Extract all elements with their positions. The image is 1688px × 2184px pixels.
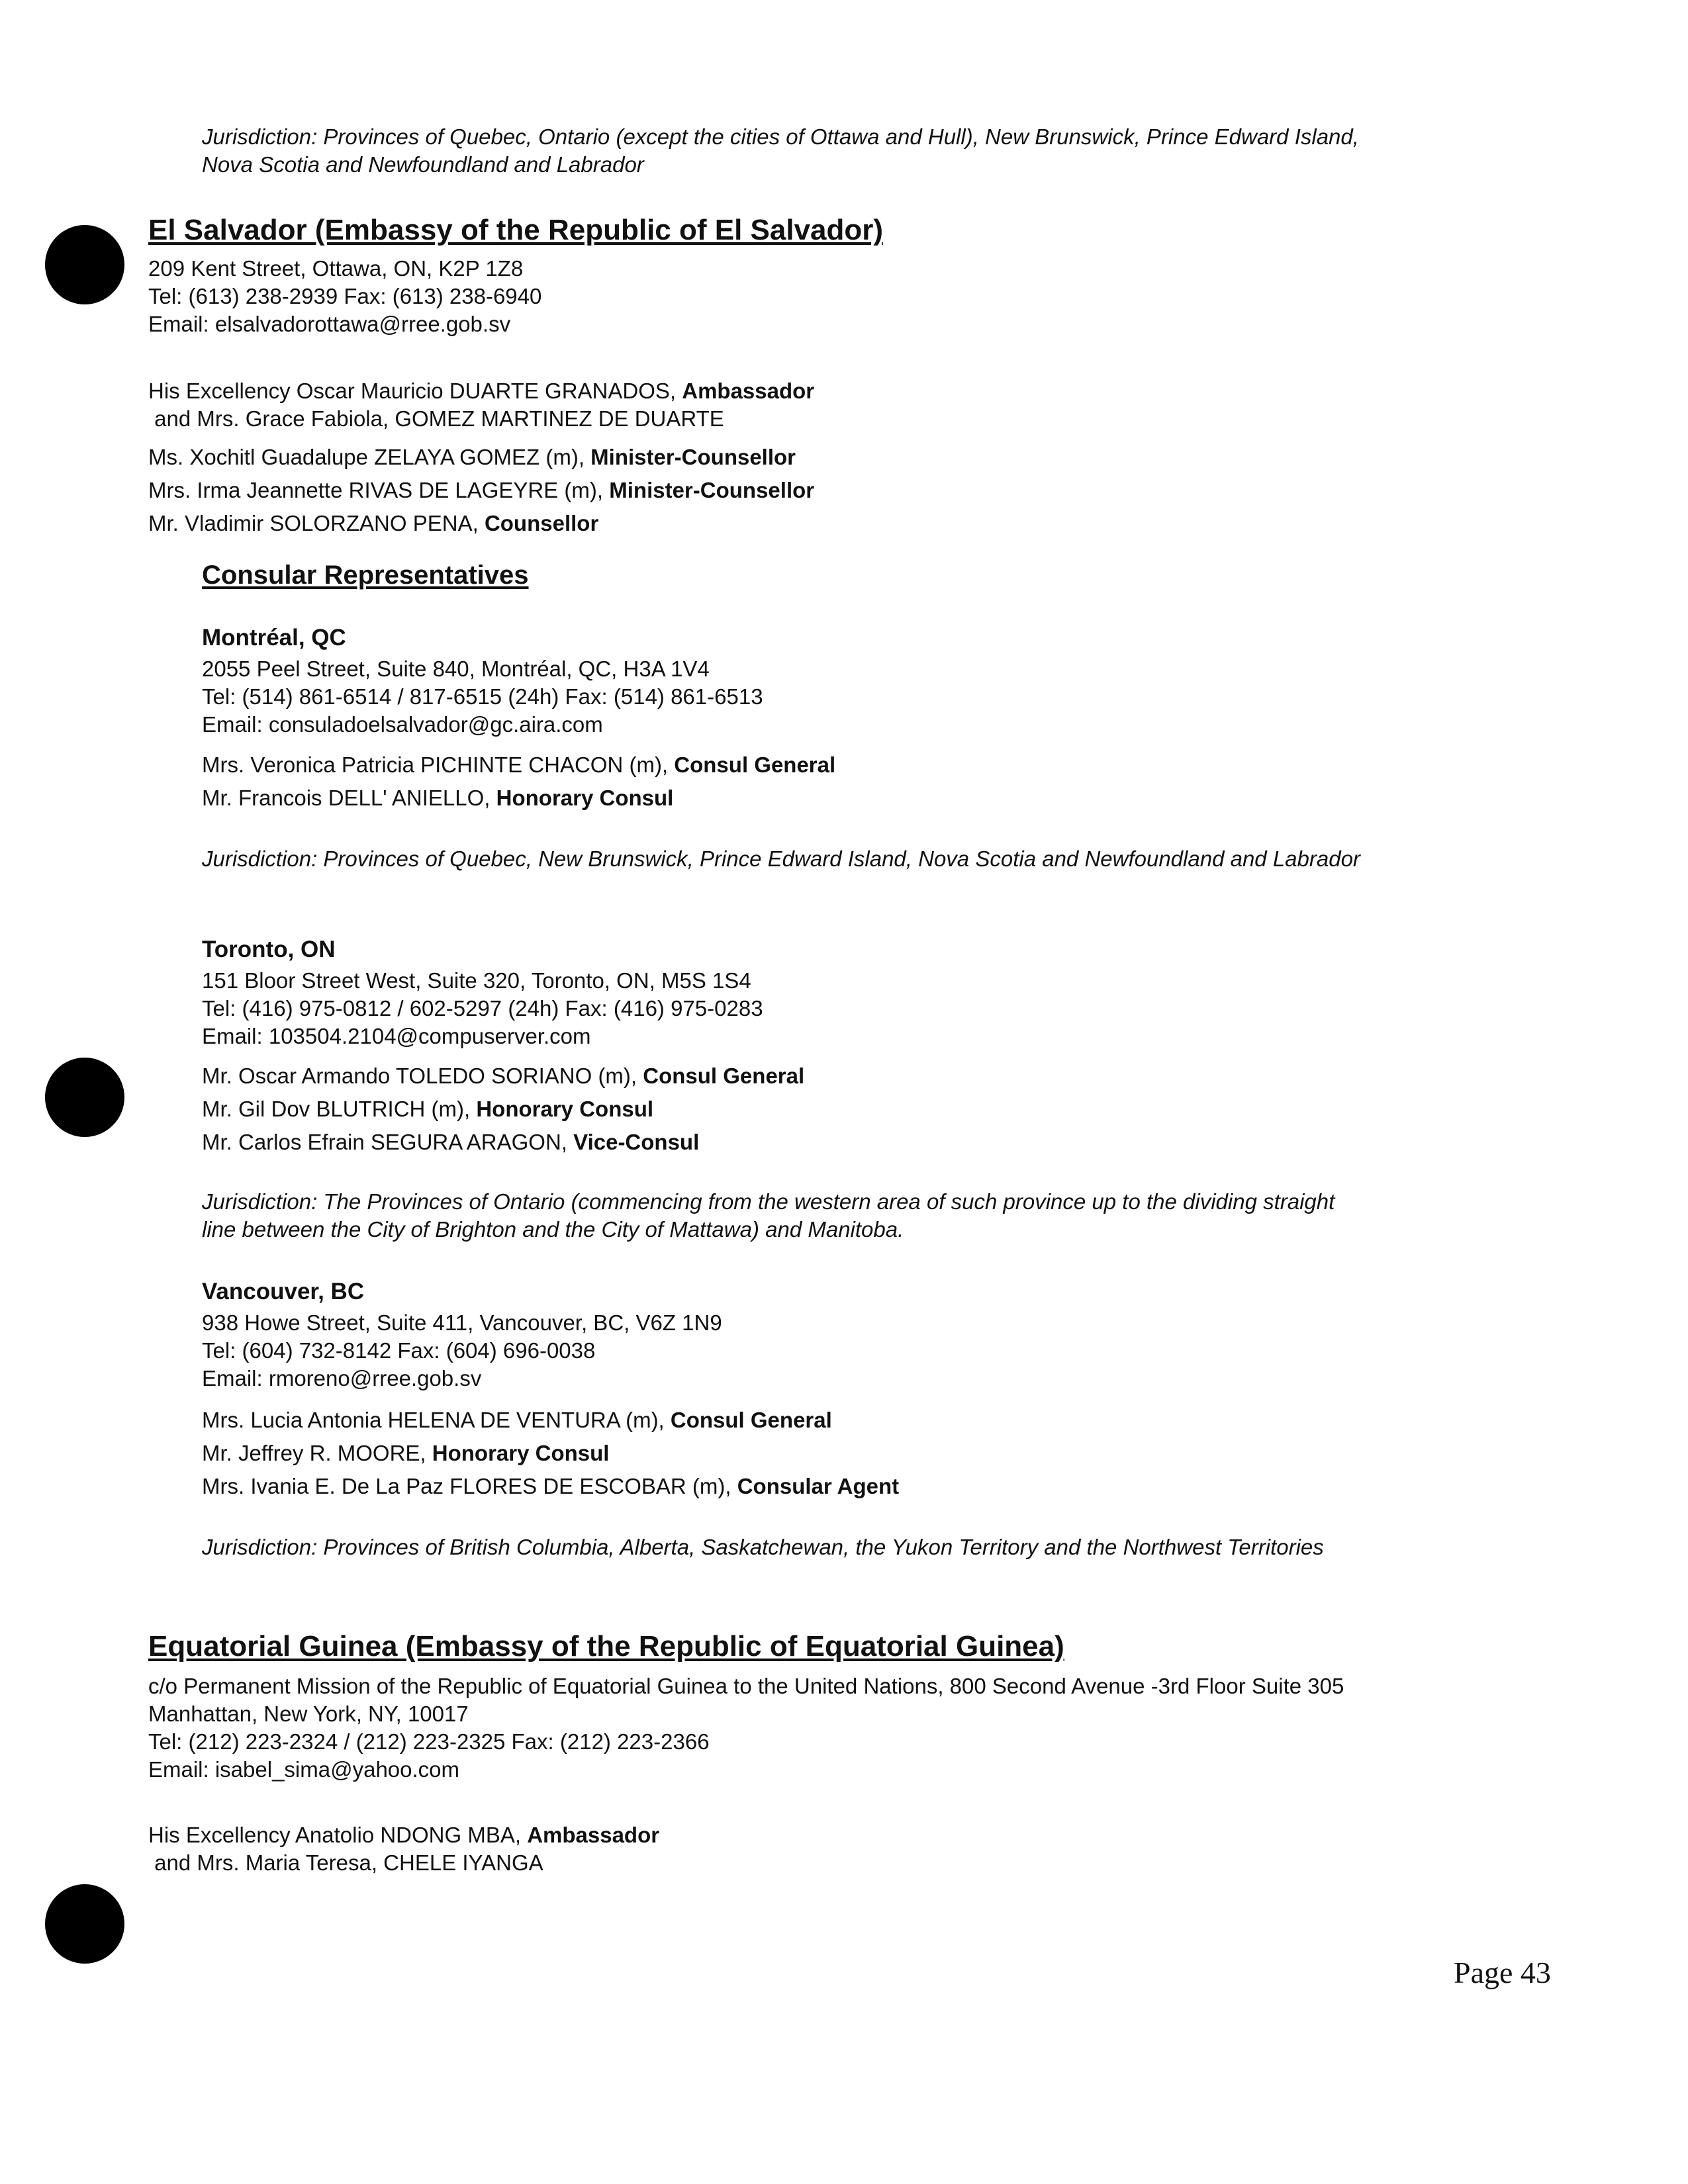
office-address: 2055 Peel Street, Suite 840, Montréal, QC, H3A 1V4 xyxy=(202,657,710,681)
staff-entry: Mrs. Lucia Antonia HELENA DE VENTURA (m), Consul General xyxy=(202,1408,832,1432)
embassy-phone: Tel: (212) 223-2324 / (212) 223-2325 Fax: (212) 223-2366 xyxy=(148,1729,710,1754)
jurisdiction-line: Jurisdiction: Provinces of Quebec, New Brunswick, Prince Edward Island, Nova Scotia and Newfoundland and Labrador xyxy=(202,846,1360,871)
office-address: 151 Bloor Street West, Suite 320, Toronto, ON, M5S 1S4 xyxy=(202,968,751,993)
staff-entry: Mr. Carlos Efrain SEGURA ARAGON, Vice-Consul xyxy=(202,1130,700,1154)
embassy-heading: Equatorial Guinea (Embassy of the Republic of Equatorial Guinea) xyxy=(148,1630,1064,1662)
embassy-email: Email: elsalvadorottawa@rree.gob.sv xyxy=(148,312,511,336)
staff-entry: Mrs. Veronica Patricia PICHINTE CHACON (m), Consul General xyxy=(202,752,836,777)
embassy-email: Email: isabel_sima@yahoo.com xyxy=(148,1757,460,1782)
embassy-address: Manhattan, New York, NY, 10017 xyxy=(148,1702,469,1726)
embassy-phone: Tel: (613) 238-2939 Fax: (613) 238-6940 xyxy=(148,284,542,308)
jurisdiction-line: Jurisdiction: Provinces of Quebec, Ontario (except the cities of Ottawa and Hull), New Brunswick, Prince Edward Island, xyxy=(202,124,1359,149)
embassy-heading: El Salvador (Embassy of the Republic of El Salvador) xyxy=(148,214,884,246)
staff-entry: Mrs. Irma Jeannette RIVAS DE LAGEYRE (m), Minister-Counsellor xyxy=(148,478,815,502)
office-email: Email: rmoreno@rree.gob.sv xyxy=(202,1366,482,1390)
staff-entry: His Excellency Oscar Mauricio DUARTE GRANADOS, Ambassador xyxy=(148,379,815,403)
office-city: Vancouver, BC xyxy=(202,1279,365,1304)
binder-hole-bottom xyxy=(45,1884,124,1964)
office-city: Toronto, ON xyxy=(202,936,336,962)
binder-hole-middle xyxy=(45,1058,124,1137)
staff-entry: and Mrs. Maria Teresa, CHELE IYANGA xyxy=(148,1850,543,1875)
staff-entry: Ms. Xochitl Guadalupe ZELAYA GOMEZ (m), Minister-Counsellor xyxy=(148,445,796,469)
embassy-address: c/o Permanent Mission of the Republic of Equatorial Guinea to the United Nations, 800 Second Avenue -3rd Floor Suite 305 xyxy=(148,1674,1344,1698)
consular-heading: Consular Representatives xyxy=(202,561,529,590)
jurisdiction-line: Jurisdiction: The Provinces of Ontario (commencing from the western area of such province up to the dividing straight xyxy=(202,1189,1335,1214)
office-phone: Tel: (514) 861-6514 / 817-6515 (24h) Fax: (514) 861-6513 xyxy=(202,684,763,709)
staff-entry: Mr. Oscar Armando TOLEDO SORIANO (m), Consul General xyxy=(202,1064,805,1088)
page-number: Page 43 xyxy=(1454,1956,1551,1989)
staff-entry: and Mrs. Grace Fabiola, GOMEZ MARTINEZ DE DUARTE xyxy=(148,406,724,431)
office-address: 938 Howe Street, Suite 411, Vancouver, BC, V6Z 1N9 xyxy=(202,1310,722,1335)
staff-entry: Mr. Vladimir SOLORZANO PENA, Counsellor xyxy=(148,511,599,535)
jurisdiction-line: Jurisdiction: Provinces of British Columbia, Alberta, Saskatchewan, the Yukon Territory and the Northwest Territories xyxy=(202,1535,1324,1559)
jurisdiction-line: line between the City of Brighton and the City of Mattawa) and Manitoba. xyxy=(202,1217,904,1242)
office-email: Email: consuladoelsalvador@gc.aira.com xyxy=(202,712,603,737)
jurisdiction-line: Nova Scotia and Newfoundland and Labrador xyxy=(202,152,644,177)
staff-entry: Mr. Jeffrey R. MOORE, Honorary Consul xyxy=(202,1441,610,1465)
embassy-address: 209 Kent Street, Ottawa, ON, K2P 1Z8 xyxy=(148,256,524,281)
office-phone: Tel: (604) 732-8142 Fax: (604) 696-0038 xyxy=(202,1338,596,1363)
office-phone: Tel: (416) 975-0812 / 602-5297 (24h) Fax: (416) 975-0283 xyxy=(202,996,763,1021)
binder-hole-top xyxy=(45,225,124,304)
staff-entry: His Excellency Anatolio NDONG MBA, Ambassador xyxy=(148,1823,660,1847)
office-city: Montréal, QC xyxy=(202,625,346,651)
staff-entry: Mrs. Ivania E. De La Paz FLORES DE ESCOBAR (m), Consular Agent xyxy=(202,1474,900,1498)
office-email: Email: 103504.2104@compuserver.com xyxy=(202,1024,591,1048)
staff-entry: Mr. Francois DELL' ANIELLO, Honorary Consul xyxy=(202,786,674,810)
staff-entry: Mr. Gil Dov BLUTRICH (m), Honorary Consul xyxy=(202,1097,654,1121)
